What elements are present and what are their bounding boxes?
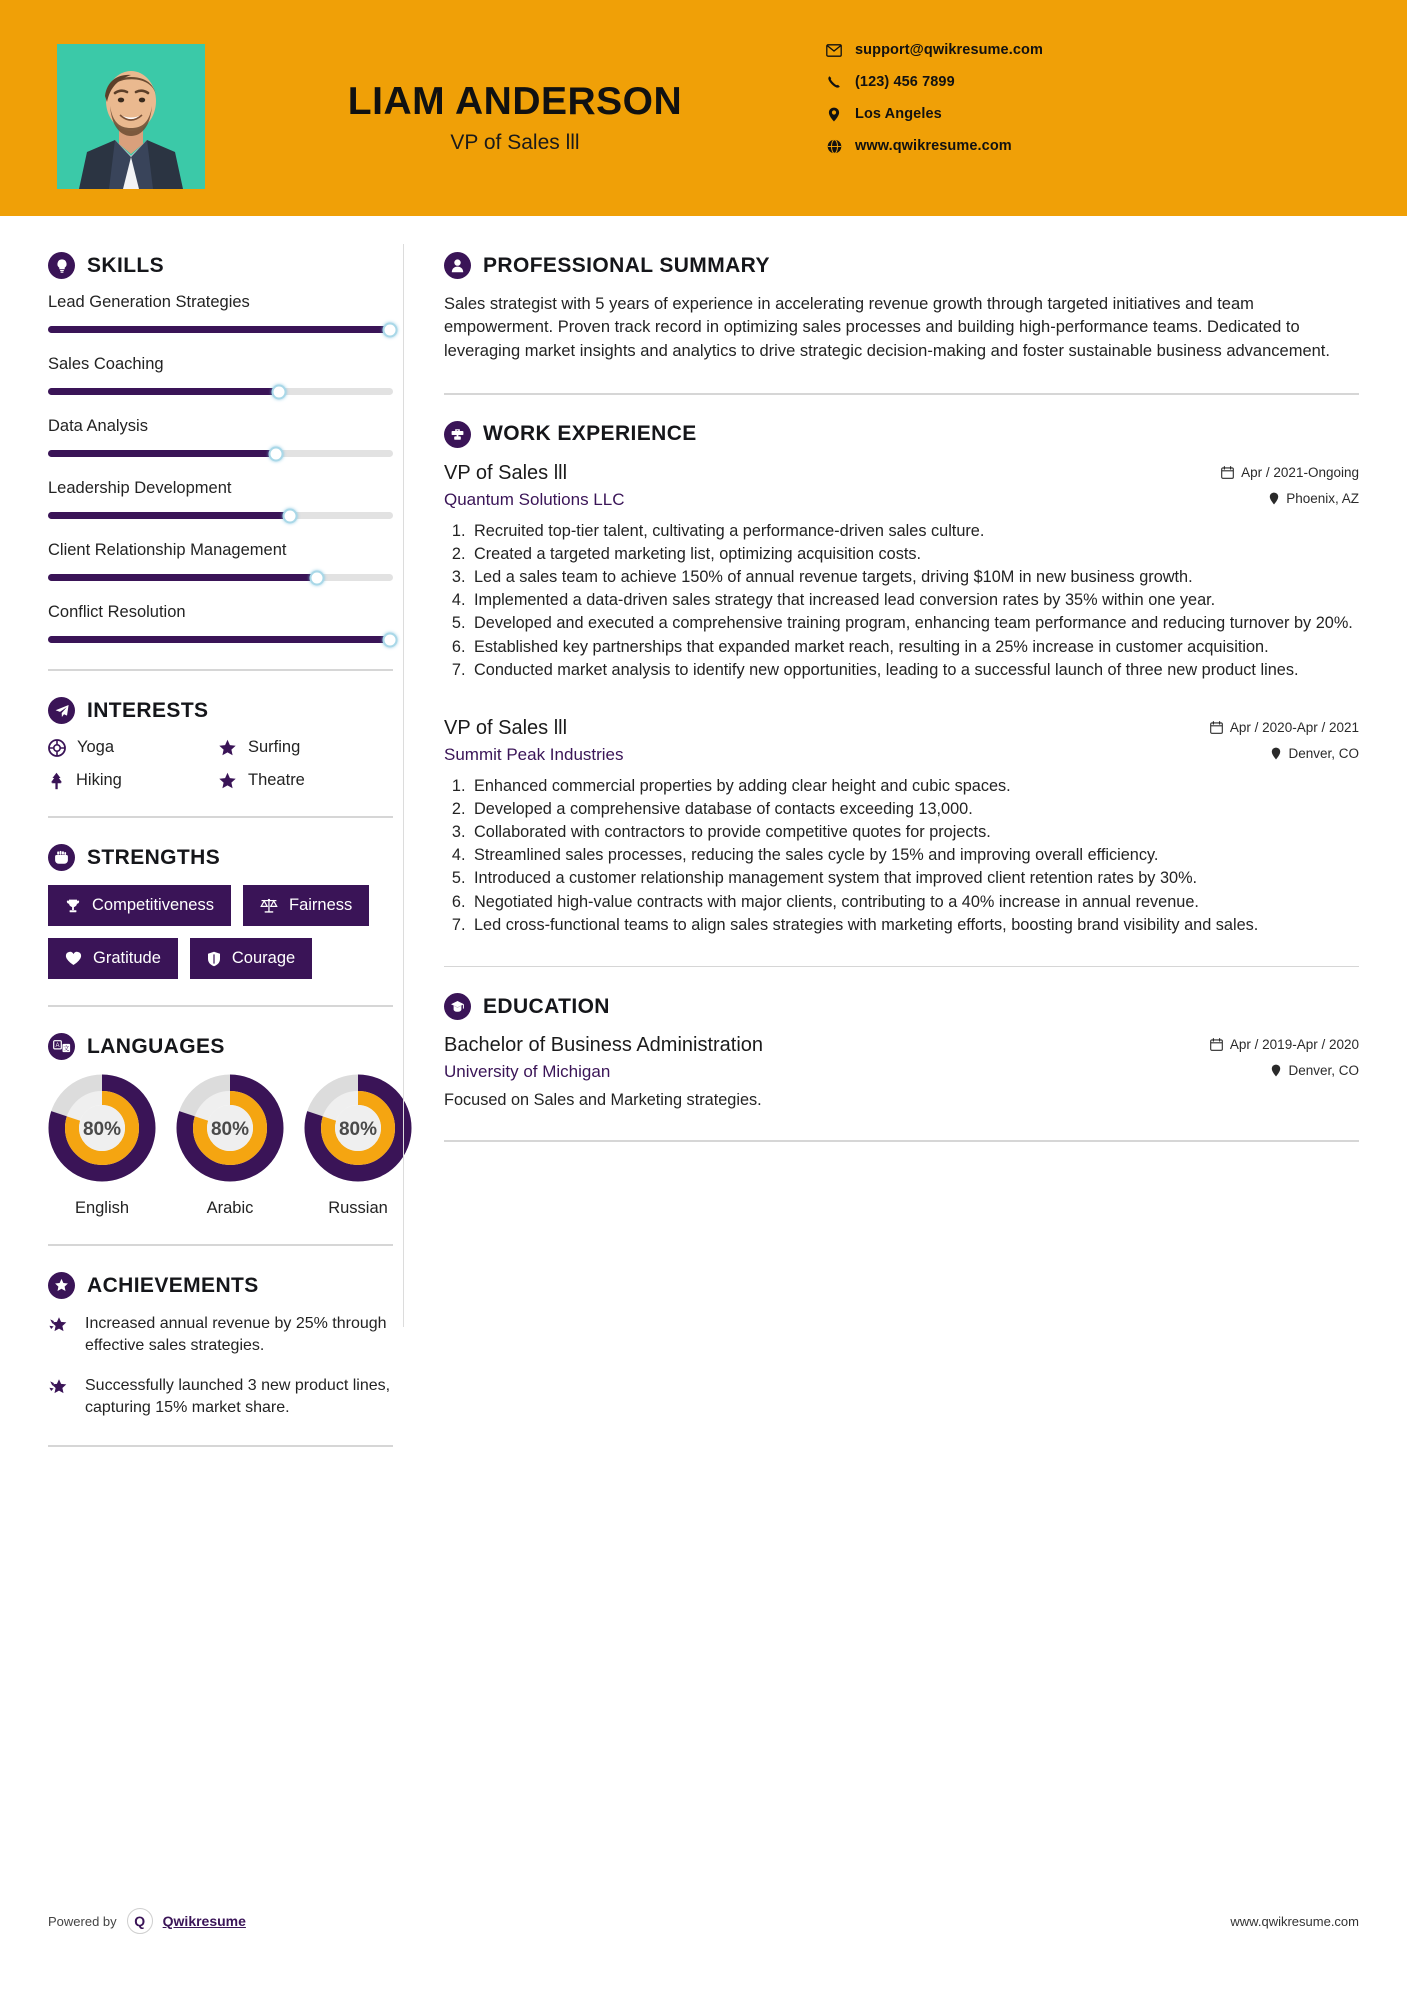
graduation-icon [444,993,471,1020]
skill-item [48,293,403,333]
education-entry [444,1034,1359,1110]
lightbulb-icon [48,252,75,279]
language-item [48,1074,156,1218]
contact-phone-text: (123) 456 7899 [855,74,955,90]
skill-label: Leadership Development [48,479,232,497]
calendar-icon [1210,721,1223,734]
skill-item [48,417,403,457]
strength-label: Fairness [288,896,353,914]
contact-email[interactable] [826,42,1043,58]
skill-label: Sales Coaching [48,355,164,373]
skill-bar[interactable] [48,326,393,333]
divider [48,1244,393,1246]
work-duty: 5. Introduced a customer relationship management system that improved client retention rates by 30%. [470,867,1359,889]
work-duty: 6. Established key partnerships that expanded market reach, resulting in a 25% increase in customer acquisition. [470,636,1359,658]
languages-heading [48,1033,403,1060]
work-duty: 3. Led a sales team to achieve 150% of annual revenue targets, driving $10M in new business growth. [470,566,1359,588]
work-title: WORK EXPERIENCE [483,422,697,446]
section-education [444,993,1359,1110]
strengths-heading [48,844,403,871]
work-role: VP of Sales lll [444,716,568,739]
skill-label: Conflict Resolution [48,603,186,621]
language-item [304,1074,412,1218]
section-professional-summary [444,252,1359,363]
skills-heading [48,252,403,279]
calendar-icon [1221,466,1234,479]
skill-item [48,603,403,643]
education-school: University of Michigan [444,1062,611,1082]
main-column [404,216,1407,1447]
svg-text:80%: 80% [210,1119,250,1140]
skill-bar-fill [48,574,317,581]
strength-label: Courage [231,949,296,967]
achievement-text: Increased annual revenue by 25% through effective sales strategies. [85,1315,387,1355]
summary-title: PROFESSIONAL SUMMARY [483,253,770,277]
work-dates [1210,720,1359,735]
work-dates [1221,465,1359,480]
work-location-text: Phoenix, AZ [1286,490,1359,506]
skill-bar-fill [48,388,279,395]
interest-item [48,738,218,757]
education-description: Focused on Sales and Marketing strategies. [444,1091,762,1110]
work-duty: 1. Recruited top-tier talent, cultivating a performance-driven sales culture. [470,520,1359,542]
section-interests [48,697,403,790]
skill-item [48,355,403,395]
location-pin-icon [1271,1064,1281,1077]
location-pin-icon [826,106,842,122]
scales-icon [260,898,278,914]
resume-body [0,216,1407,1447]
person-icon [444,252,471,279]
skill-bar-fill [48,636,390,643]
envelope-icon [826,42,842,58]
interest-item [218,738,403,757]
achievement-text: Successfully launched 3 new product lines, capturing 15% market share. [85,1377,391,1417]
education-entry-sub [444,1062,1359,1082]
work-company: Summit Peak Industries [444,744,624,764]
shield-icon [207,951,221,967]
contact-email-text: support@qwikresume.com [855,42,1043,58]
language-label: English [74,1199,130,1217]
phone-icon [826,74,842,90]
interests-list [48,738,403,790]
work-duty: 7. Led cross-functional teams to align sales strategies with marketing efforts, boosting brand visibility and sales. [470,914,1359,936]
work-entry-head [444,717,1359,740]
resume-header [0,0,1407,216]
divider [444,393,1359,395]
candidate-name: LIAM ANDERSON [347,80,683,123]
contact-list [826,42,1043,154]
contact-phone[interactable] [826,74,1043,90]
candidate-job-title: VP of Sales lll [450,130,580,154]
section-strengths [48,844,403,979]
strength-label: Competitiveness [92,896,214,914]
contact-website-text: www.qwikresume.com [855,138,1012,154]
profile-photo [57,44,205,189]
section-work-experience [444,421,1359,936]
work-location [1269,491,1359,506]
skill-bar[interactable] [48,450,393,457]
work-duty: 1. Enhanced commercial properties by adding clear height and cubic spaces. [470,775,1359,797]
work-duty: 3. Collaborated with contractors to provide competitive quotes for projects. [470,821,1359,843]
summary-heading [444,252,1359,279]
interest-label: Yoga [77,738,115,756]
work-heading [444,421,1359,448]
skill-bar[interactable] [48,512,393,519]
achievements-list [48,1313,403,1419]
work-duties [470,520,1359,681]
education-degree: Bachelor of Business Administration [444,1034,764,1057]
skill-bar[interactable] [48,574,393,581]
globe-icon [826,138,842,154]
language-donut [176,1074,284,1182]
skill-label: Data Analysis [48,417,148,435]
achievements-heading [48,1272,403,1299]
language-donut [48,1074,156,1182]
calendar-icon [1210,1038,1223,1051]
work-entry-sub [444,745,1359,765]
work-entry-head [444,462,1359,485]
fist-icon [48,844,75,871]
interests-title: INTERESTS [87,698,209,722]
svg-text:80%: 80% [338,1119,378,1140]
work-dates-text: Apr / 2021-Ongoing [1241,464,1359,480]
skill-bar-knob[interactable] [282,508,297,523]
yoga-icon [48,739,66,757]
work-duty: 4. Streamlined sales processes, reducing the sales cycle by 15% and improving overall efficiency. [470,844,1359,866]
language-label: Arabic [206,1199,254,1217]
achievement-star-icon [48,1375,71,1398]
work-dates-text: Apr / 2020-Apr / 2021 [1229,719,1359,735]
summary-text: Sales strategist with 5 years of experience in accelerating revenue growth through targeted initiatives and team empowerment. Proven track record in optimizing sales processes and building high-performance teams. Dedicated to leveraging market insights and analytics to drive strategic decision-making and foster sustainable business advancement. [444,295,1330,360]
work-duty: 6. Negotiated high-value contracts with major clients, contributing to a 40% increase in annual revenue. [470,891,1359,913]
strengths-list [48,885,398,979]
divider [444,1140,1359,1142]
education-location [1271,1063,1359,1078]
interest-item [218,771,403,790]
qwikresume-logo-icon: Q [127,1908,153,1934]
achievements-title: ACHIEVEMENTS [87,1273,259,1297]
divider [48,669,393,671]
strength-chip-competitiveness[interactable] [48,885,231,926]
trophy-icon [65,898,81,914]
education-dates [1210,1037,1359,1052]
powered-by-label: Powered by [48,1913,117,1929]
skill-bar-fill [48,450,276,457]
divider [48,1005,393,1007]
skill-bar-knob[interactable] [382,632,397,647]
strengths-title: STRENGTHS [87,845,221,869]
skill-bar-knob[interactable] [382,322,397,337]
divider [444,966,1359,968]
skill-bar-knob[interactable] [268,446,283,461]
sidebar [0,216,403,1447]
qwikresume-link[interactable]: Qwikresume [162,1913,246,1929]
languages-list [48,1074,403,1218]
work-duty: 2. Developed a comprehensive database of contacts exceeding 13,000. [470,798,1359,820]
skill-bar[interactable] [48,636,393,643]
achievement-star-icon [48,1313,71,1336]
interests-heading [48,697,403,724]
work-duty: 7. Conducted market analysis to identify new opportunities, leading to a successful launch of three new product lines. [470,659,1359,681]
section-skills [48,252,403,643]
heart-icon [65,951,82,966]
skill-bar-fill [48,512,290,519]
strength-chip-gratitude[interactable] [48,938,178,979]
skill-label: Client Relationship Management [48,541,287,559]
strength-label: Gratitude [93,949,161,967]
star-icon [218,772,237,790]
skills-list [48,293,403,643]
svg-text:80%: 80% [82,1119,122,1140]
interest-label: Theatre [248,771,305,789]
skill-item [48,541,403,581]
work-location-text: Denver, CO [1288,745,1359,761]
education-heading [444,993,1359,1020]
work-duty: 5. Developed and executed a comprehensive training program, enhancing team performance and reducing turnover by 20%. [470,612,1359,634]
divider [48,1445,393,1447]
education-location-text: Denver, CO [1288,1063,1359,1079]
achievement-item [48,1375,403,1419]
work-company: Quantum Solutions LLC [444,489,625,509]
paper-plane-icon [48,697,75,724]
language-item [176,1074,284,1218]
strength-chip-courage[interactable] [190,938,312,979]
skill-bar[interactable] [48,388,393,395]
skill-bar-knob[interactable] [310,570,325,585]
achievement-item [48,1313,403,1357]
contact-location [826,106,1043,122]
interest-item [48,771,218,790]
language-label: Russian [328,1199,388,1217]
footer-brand [48,1908,246,1934]
svg-text:A: A [54,1043,60,1049]
contact-location-text: Los Angeles [855,106,942,122]
section-achievements [48,1272,403,1419]
skill-bar-knob[interactable] [272,384,287,399]
work-role: VP of Sales lll [444,461,568,484]
strength-chip-fairness[interactable] [243,885,369,926]
work-entry-sub [444,490,1359,510]
star-icon [218,739,237,757]
location-pin-icon [1269,492,1279,505]
work-duty: 4. Implemented a data-driven sales strategy that increased lead conversion rates by 35% within one year. [470,589,1359,611]
name-block [250,82,780,155]
briefcase-icon [444,421,471,448]
tree-icon [48,772,65,790]
contact-website[interactable] [826,138,1043,154]
interest-label: Hiking [76,771,122,789]
work-entry [444,462,1359,681]
divider [48,816,393,818]
education-title: EDUCATION [483,994,610,1018]
footer-website: www.qwikresume.com [1230,1913,1359,1929]
skills-title: SKILLS [87,253,165,277]
skill-label: Lead Generation Strategies [48,293,250,311]
skill-bar-fill [48,326,390,333]
work-entry [444,717,1359,936]
star-circle-icon [48,1272,75,1299]
work-location [1271,746,1359,761]
footer [48,1908,1359,1934]
location-pin-icon [1271,747,1281,760]
work-duty: 2. Created a targeted marketing list, optimizing acquisition costs. [470,543,1359,565]
section-languages [48,1033,403,1218]
education-dates-text: Apr / 2019-Apr / 2020 [1229,1037,1359,1053]
spacer [444,687,1359,717]
work-duties [470,775,1359,936]
interest-label: Surfing [248,738,301,756]
skill-item [48,479,403,519]
translate-icon [48,1033,75,1060]
language-donut [304,1074,412,1182]
education-entry-head [444,1034,1359,1057]
svg-text:文: 文 [62,1046,69,1053]
languages-title: LANGUAGES [87,1034,225,1058]
